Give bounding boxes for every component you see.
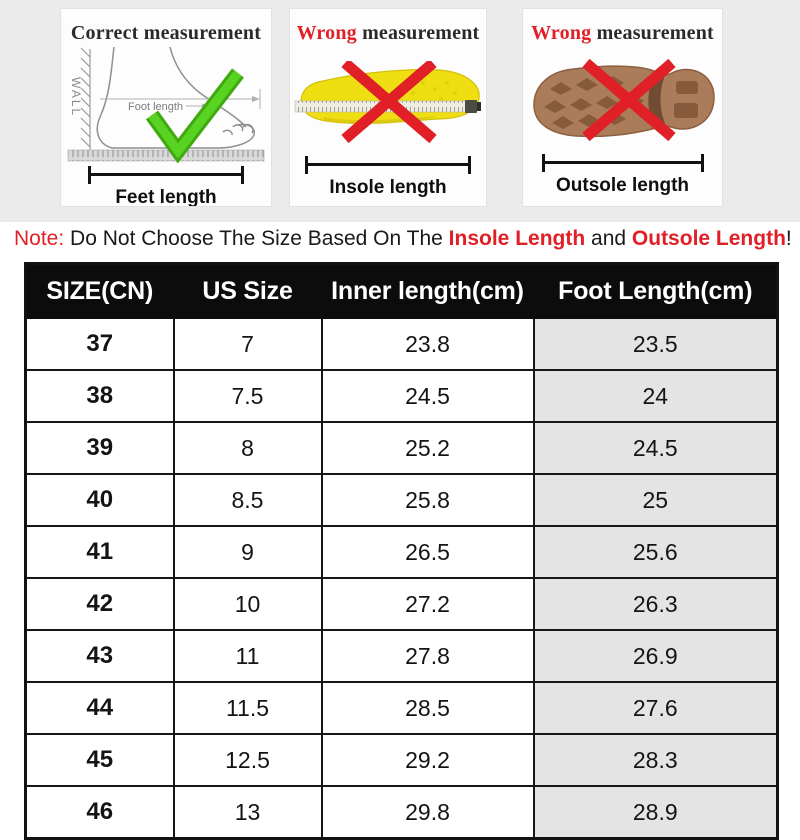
table-cell: 12.5 (174, 734, 322, 786)
note-label: Note: (14, 227, 65, 250)
table-cell: 38 (26, 370, 174, 422)
table-cell: 25 (534, 474, 778, 526)
table-cell: 11.5 (174, 682, 322, 734)
table-cell: 7.5 (174, 370, 322, 422)
table-row (26, 734, 778, 786)
table-cell: 27.8 (322, 630, 534, 682)
foot-length-label: Foot length (128, 101, 184, 113)
length-bracket (542, 154, 704, 172)
measurement-guide-strip (0, 0, 800, 222)
note-segment: and (591, 227, 627, 250)
table-row (26, 474, 778, 526)
table-cell: 23.8 (322, 318, 534, 370)
table-cell: 29.8 (322, 786, 534, 839)
table-cell: 28.5 (322, 682, 534, 734)
panel-caption: Feet length (115, 187, 217, 207)
table-cell: 43 (26, 630, 174, 682)
panel-title (523, 22, 722, 45)
table-cell: 27.2 (322, 578, 534, 630)
column-header: Foot Length(cm) (534, 264, 778, 319)
table-cell: 11 (174, 630, 322, 682)
table-row (26, 422, 778, 474)
table-cell: 25.6 (534, 526, 778, 578)
column-header: Inner length(cm) (322, 264, 534, 319)
table-cell: 26.3 (534, 578, 778, 630)
panel-caption: Insole length (329, 177, 447, 198)
table-cell: 44 (26, 682, 174, 734)
panel-title-word2: measurement (362, 22, 480, 44)
table-cell: 45 (26, 734, 174, 786)
table-cell: 29.2 (322, 734, 534, 786)
foot-measurement-illustration (66, 47, 266, 165)
table-cell: 23.5 (534, 318, 778, 370)
table-cell: 26.9 (534, 630, 778, 682)
panel-wrong-outsole (522, 8, 723, 207)
note-highlight-insole: Insole Length (448, 227, 586, 250)
table-row (26, 318, 778, 370)
table-row (26, 370, 778, 422)
insole-illustration (293, 61, 483, 153)
table-cell: 24.5 (322, 370, 534, 422)
wall-label: WALL (69, 77, 83, 118)
table-cell: 27.6 (534, 682, 778, 734)
table-row (26, 578, 778, 630)
table-cell: 8 (174, 422, 322, 474)
panel-title-word1: Wrong (531, 22, 592, 44)
table-cell: 9 (174, 526, 322, 578)
size-table (24, 262, 779, 840)
foot-outline (97, 47, 254, 148)
table-cell: 37 (26, 318, 174, 370)
table-cell: 8.5 (174, 474, 322, 526)
table-cell: 25.8 (322, 474, 534, 526)
panel-title (61, 22, 271, 45)
length-bracket (88, 166, 244, 184)
table-row (26, 682, 778, 734)
table-cell: 42 (26, 578, 174, 630)
table-cell: 39 (26, 422, 174, 474)
column-header: US Size (174, 264, 322, 319)
panel-title-word2: measurement (143, 22, 262, 44)
table-row (26, 630, 778, 682)
panel-correct-measurement (60, 8, 272, 207)
note-exclamation: ! (785, 227, 792, 250)
size-note (14, 227, 796, 251)
column-header: SIZE(CN) (26, 264, 174, 319)
table-cell: 28.3 (534, 734, 778, 786)
table-body (26, 318, 778, 839)
table-cell: 10 (174, 578, 322, 630)
table-cell: 41 (26, 526, 174, 578)
table-cell: 24.5 (534, 422, 778, 474)
ruler-graphic (68, 150, 264, 161)
note-segment: Do Not Choose The Size Based On The (70, 227, 443, 250)
table-cell: 26.5 (322, 526, 534, 578)
table-cell: 7 (174, 318, 322, 370)
outsole-illustration (528, 59, 718, 151)
table-row (26, 526, 778, 578)
table-cell: 24 (534, 370, 778, 422)
table-header-row (26, 264, 778, 319)
table-cell: 40 (26, 474, 174, 526)
table-cell: 13 (174, 786, 322, 839)
note-highlight-outsole: Outsole Length (631, 227, 786, 250)
panel-title-word1: Wrong (296, 22, 357, 44)
panel-wrong-insole (289, 8, 487, 207)
panel-caption: Outsole length (556, 175, 689, 196)
table-cell: 46 (26, 786, 174, 839)
table-row (26, 786, 778, 839)
panel-title (290, 22, 486, 45)
panel-title-word1: Correct (70, 22, 139, 44)
table-cell: 28.9 (534, 786, 778, 839)
panel-title-word2: measurement (596, 22, 714, 44)
length-bracket (305, 156, 471, 174)
table-cell: 25.2 (322, 422, 534, 474)
